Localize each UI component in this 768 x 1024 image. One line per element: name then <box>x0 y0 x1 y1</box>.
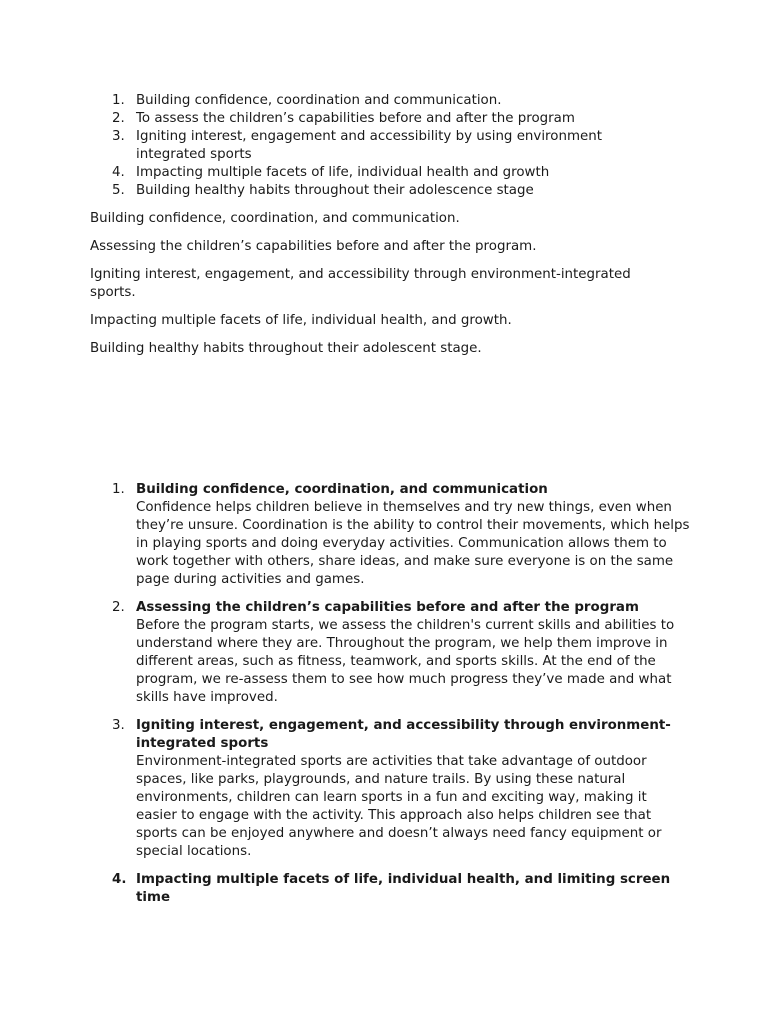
paragraph: Assessing the children’s capabilities before and after the program. <box>90 239 537 254</box>
list-item <box>90 92 650 110</box>
list-item <box>90 128 650 164</box>
detail-heading: Impacting multiple facets of life, individual health, and limiting screen time <box>136 872 671 905</box>
list-item-text: Igniting interest, engagement and accessibility by using environment integrated sports <box>136 129 602 162</box>
list-number: 4. <box>112 872 127 887</box>
list-item-text: Building confidence, coordination and communication. <box>136 93 502 108</box>
list-number: 2. <box>112 111 125 126</box>
detail-item <box>90 871 690 907</box>
paragraph-block <box>90 210 680 368</box>
paragraph: Building confidence, coordination, and communication. <box>90 211 460 226</box>
detail-list <box>90 481 690 917</box>
detail-item <box>90 481 690 589</box>
detail-heading: Building confidence, coordination, and communication <box>136 482 548 497</box>
list-item <box>90 110 650 128</box>
detail-heading: Assessing the children’s capabilities before and after the program <box>136 600 639 615</box>
list-number: 1. <box>112 482 125 497</box>
detail-body: Confidence helps children believe in themselves and try new things, even when they’re unsure. Coordination is the ability to control their movements, which helps in playing sports and doing everyday activities. Communication allows them to work together with others, share ideas, and make sure everyone is on the same page during activities and games. <box>136 500 690 587</box>
detail-item <box>90 599 690 707</box>
paragraph: Building healthy habits throughout their adolescent stage. <box>90 341 482 356</box>
detail-heading: Igniting interest, engagement, and accessibility through environment-integrated sports <box>136 718 671 751</box>
detail-body: Environment-integrated sports are activities that take advantage of outdoor spaces, like parks, playgrounds, and nature trails. By using these natural environments, children can learn sports in a fun and exciting way, making it easier to engage with the activity. This approach also helps children see that sports can be enjoyed anywhere and doesn’t always need fancy equipment or special locations. <box>136 754 662 859</box>
paragraph: Igniting interest, engagement, and accessibility through environment-integrated sports. <box>90 267 631 300</box>
detail-item <box>90 717 690 861</box>
list-number: 5. <box>112 183 125 198</box>
list-item-text: Building healthy habits throughout their adolescence stage <box>136 183 534 198</box>
list-item <box>90 182 650 200</box>
summary-list <box>90 92 650 200</box>
detail-body: Before the program starts, we assess the children's current skills and abilities to understand where they are. Throughout the program, we help them improve in different areas, such as fitness, teamwork, and sports skills. At the end of the program, we re-assess them to see how much progress they’ve made and what skills have improved. <box>136 618 675 705</box>
list-number: 1. <box>112 93 125 108</box>
list-number: 2. <box>112 600 125 615</box>
list-item-text: To assess the children’s capabilities before and after the program <box>136 111 575 126</box>
list-item <box>90 164 650 182</box>
list-number: 4. <box>112 165 125 180</box>
list-item-text: Impacting multiple facets of life, individual health and growth <box>136 165 550 180</box>
list-number: 3. <box>112 718 125 733</box>
paragraph: Impacting multiple facets of life, individual health, and growth. <box>90 313 512 328</box>
list-number: 3. <box>112 129 125 144</box>
